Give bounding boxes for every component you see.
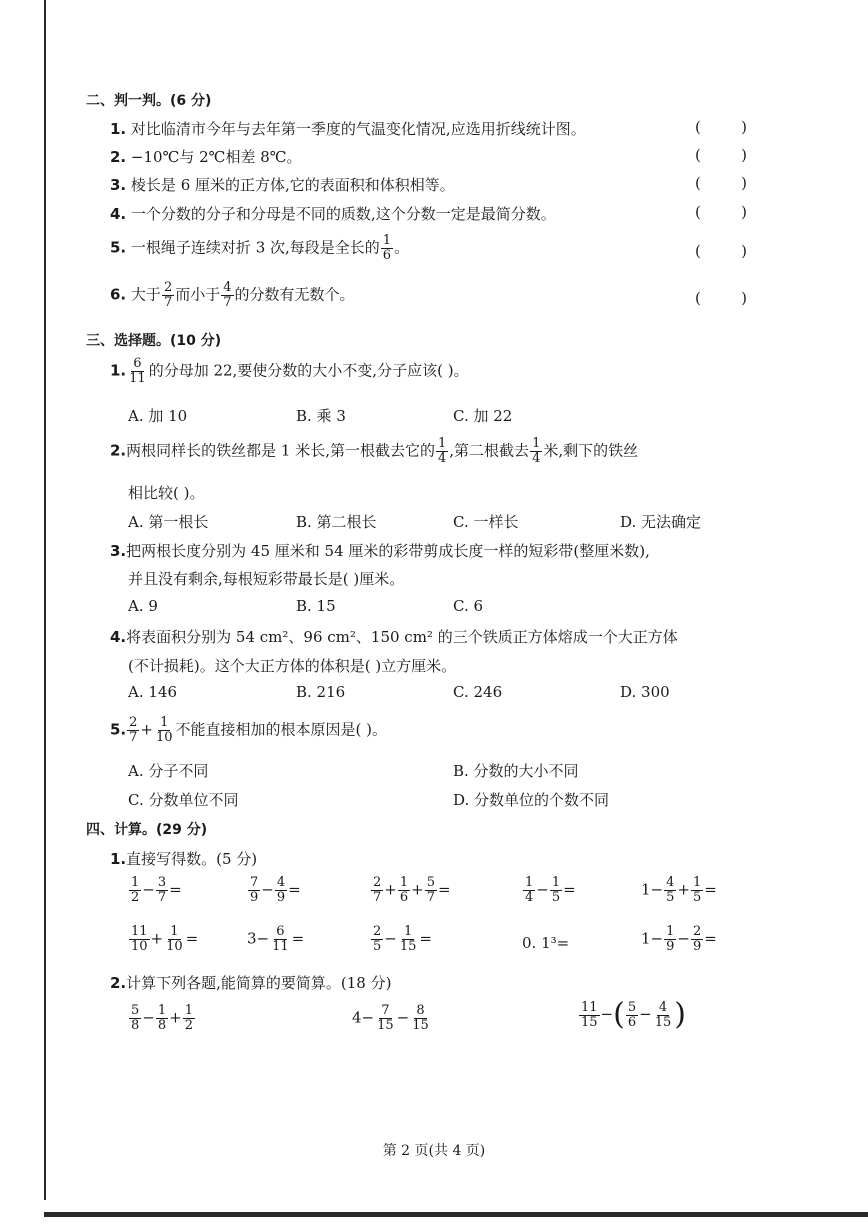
q5-option-c[interactable]: C. 分数单位不同 (128, 791, 239, 809)
judge-item-3 (110, 174, 455, 195)
judge-item-4 (110, 203, 556, 224)
answer-paren-3[interactable]: ( ) (695, 174, 747, 192)
question-text: 把两根长度分别为 45 厘米和 54 厘米的彩带剪成长度一样的短彩带(整厘米数), (126, 542, 650, 560)
question-number: 3. (110, 542, 127, 560)
item-text: 一根绳子连续对折 3 次,每段是全长的 (130, 238, 380, 257)
choice-q2: 2.两根同样长的铁丝都是 1 米长,第一根截去它的 $\frac{1}{4}$ ,第二根截去 $\frac{1}{4}$ 米,剩下的铁丝 (110, 436, 639, 466)
bottom-border-line (44, 1212, 868, 1217)
question-number: 5. (110, 720, 127, 739)
calc-1-2: $\frac{7}{9}$ − $\frac{4}{9}$ = (250, 875, 301, 905)
calc-1-4: $\frac{1}{4}$ − $\frac{1}{5}$ = (525, 875, 576, 905)
fraction: $\frac{1}{10}$ (156, 715, 173, 745)
calc-2-5: 1− $\frac{1}{9}$ − $\frac{2}{9}$ = (641, 924, 717, 954)
section3-title: 三、选择题。(10 分) (86, 333, 222, 349)
item-text: 对比临清市今年与去年第一季度的气温变化情况,应选用折线统计图。 (130, 120, 586, 138)
section4-sub2: 2.计算下列各题,能简算的要简算。(18 分) (110, 974, 392, 992)
page-footer: 第 2 页(共 4 页) (382, 1143, 486, 1159)
q2-option-a[interactable]: A. 第一根长 (128, 513, 209, 531)
calc-1-1: $\frac{1}{2}$ − $\frac{3}{7}$ = (131, 875, 182, 905)
q4-option-a[interactable]: A. 146 (128, 683, 177, 701)
calc-2-3: $\frac{2}{5}$ − $\frac{1}{15}$ = (373, 924, 432, 954)
question-text: 的分母加 22,要使分数的大小不变,分子应该( )。 (148, 361, 469, 380)
question-number: 1. (110, 361, 127, 380)
calc-3-1: $\frac{5}{8}$ − $\frac{1}{8}$ + $\frac{1}{2}$ (131, 1003, 193, 1033)
item-text: −10℃与 2℃相差 8℃。 (130, 148, 302, 166)
judge-item-1 (110, 118, 586, 139)
judge-item-5: 5. 一根绳子连续对折 3 次,每段是全长的 $\frac{1}{6}$ 。 (110, 233, 410, 263)
item-number: 3. (110, 176, 127, 194)
q2-option-c[interactable]: C. 一样长 (453, 513, 519, 531)
fraction: $\frac{2}{7}$ (163, 280, 173, 310)
q3-option-c[interactable]: C. 6 (453, 597, 484, 615)
item-text: 一个分数的分子和分母是不同的质数,这个分数一定是最简分数。 (130, 205, 556, 223)
item-number: 6. (110, 285, 127, 304)
item-text: 棱长是 6 厘米的正方体,它的表面积和体积相等。 (130, 176, 455, 194)
q4-option-d[interactable]: D. 300 (620, 683, 670, 701)
q1-option-a[interactable]: A. 加 10 (128, 407, 188, 425)
q3-option-a[interactable]: A. 9 (128, 597, 158, 615)
q4-option-c[interactable]: C. 246 (453, 683, 503, 701)
fraction: $\frac{6}{11}$ (129, 356, 146, 386)
item-number: 1. (110, 120, 127, 138)
calc-3-2: 4− $\frac{7}{15}$ − $\frac{8}{15}$ (352, 1003, 429, 1033)
question-text: 将表面积分别为 54 cm²、96 cm²、150 cm² 的三个铁质正方体熔成一个大正方体 (126, 628, 678, 646)
q5-option-d[interactable]: D. 分数单位的个数不同 (453, 791, 610, 809)
item-number: 2. (110, 148, 127, 166)
calc-2-1: $\frac{11}{10}$ + $\frac{1}{10}$ = (131, 924, 199, 954)
calc-2-2: 3− $\frac{6}{11}$ = (247, 924, 305, 954)
q3-line2: 并且没有剩余,每根短彩带最长是( )厘米。 (128, 570, 405, 588)
q2-line2: 相比较( )。 (128, 484, 205, 502)
q5-option-a[interactable]: A. 分子不同 (128, 762, 209, 780)
fraction: $\frac{1}{4}$ (438, 436, 447, 466)
question-text: 不能直接相加的根本原因是( )。 (175, 720, 388, 739)
section2-title: 二、判一判。(6 分) (86, 93, 212, 109)
fraction: $\frac{1}{6}$ (382, 233, 392, 263)
q4-option-b[interactable]: B. 216 (296, 683, 346, 701)
judge-item-6: 6. 大于 $\frac{2}{7}$ 而小于 $\frac{4}{7}$ 的分数有无数个。 (110, 280, 355, 310)
q1-option-c[interactable]: C. 加 22 (453, 407, 513, 425)
choice-q1 (110, 357, 469, 386)
q4-line2: (不计损耗)。这个大正方体的体积是( )立方厘米。 (128, 657, 457, 675)
q2-option-d[interactable]: D. 无法确定 (620, 513, 702, 531)
q1-option-b[interactable]: B. 乘 3 (296, 407, 346, 425)
answer-paren-1[interactable]: ( ) (695, 118, 747, 136)
question-number: 4. (110, 628, 127, 646)
item-number: 5. (110, 238, 127, 257)
q5-option-b[interactable]: B. 分数的大小不同 (453, 762, 579, 780)
fraction: $\frac{4}{7}$ (223, 280, 232, 310)
judge-item-2 (110, 146, 302, 167)
q2-option-b[interactable]: B. 第二根长 (296, 513, 377, 531)
fraction: $\frac{1}{4}$ (532, 436, 541, 466)
answer-paren-4[interactable]: ( ) (695, 203, 747, 221)
calc-2-4: 0. 1³= (522, 934, 570, 952)
left-margin-line (44, 0, 46, 1200)
calc-3-3: $\frac{11}{15}$ −( $\frac{5}{6}$ − $\frac{4}{15}$ ) (581, 997, 686, 1032)
item-number: 4. (110, 205, 127, 223)
section4-title: 四、计算。(29 分) (86, 822, 208, 838)
answer-paren-5[interactable]: ( ) (695, 242, 747, 260)
calc-1-3: $\frac{2}{7}$ + $\frac{1}{6}$ + $\frac{5}{7}$ = (373, 875, 451, 905)
choice-q3 (110, 540, 650, 561)
choice-q5: 5. $\frac{2}{7}$ + $\frac{1}{10}$ 不能直接相加的根本原因是( )。 (110, 715, 388, 745)
fraction: $\frac{2}{7}$ (129, 715, 138, 745)
section4-sub1: 1.直接写得数。(5 分) (110, 850, 258, 868)
q3-option-b[interactable]: B. 15 (296, 597, 336, 615)
question-number: 2. (110, 441, 127, 460)
answer-paren-2[interactable]: ( ) (695, 146, 747, 164)
choice-q4 (110, 626, 678, 647)
calc-1-5: 1− $\frac{4}{5}$ + $\frac{1}{5}$ = (641, 875, 717, 905)
answer-paren-6[interactable]: ( ) (695, 289, 747, 307)
